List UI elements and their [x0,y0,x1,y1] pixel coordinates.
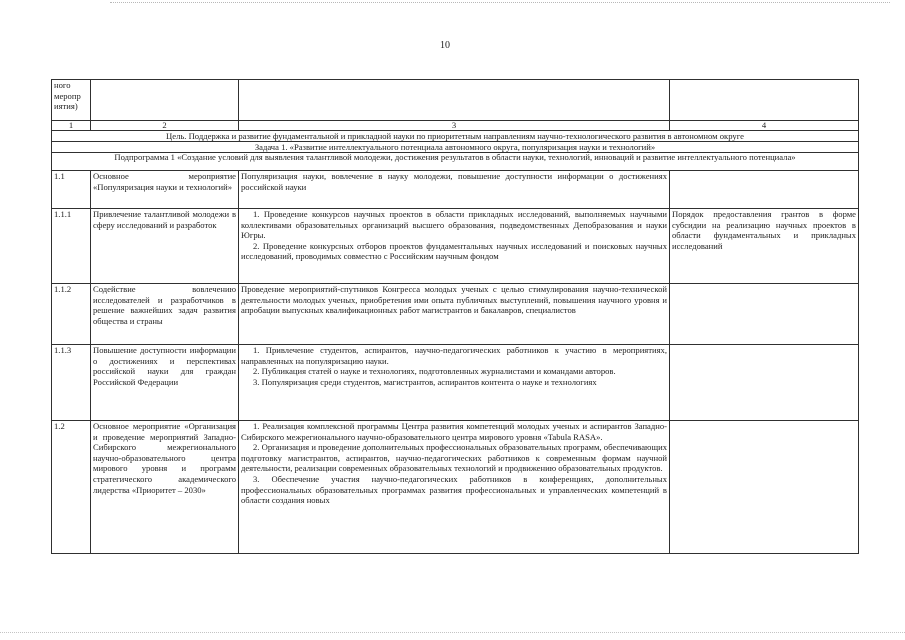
row-name: Основное мероприятие «Организация и проведение мероприятий Западно-Сибирского межрегионального научно-образовательного центра мирового уровня и программ стратегического академического лидерства «Приоритет – 2030» [91,421,239,554]
header-row [52,80,859,121]
row-number: 1.2 [52,421,91,554]
content-paragraph: Популяризация науки, вовлечение в науку молодежи, повышение доступности информации о достижениях российской науки [241,171,667,192]
goal-row [52,131,859,142]
table-row [52,345,859,421]
table-row [52,284,859,345]
row-number: 1.1.2 [52,284,91,345]
column-numbers-row [52,121,859,131]
row-content [239,421,670,554]
row-name: Повышение доступности информации о достижениях и перспективах российской науки для граждан Российской Федерации [91,345,239,421]
row-document [670,284,859,345]
content-paragraph: 1. Реализация комплексной программы Центра развития компетенций молодых ученых и аспирантов Западно-Сибирского межрегионального научно-образовательного центра мирового уровня «Tabula RASA». [241,421,667,442]
page-number: 10 [440,40,450,51]
task-row [52,142,859,153]
content-paragraph: 2. Организация и проведение дополнительных профессиональных образовательных программ, обеспечивающих подготовку магистрантов, аспирантов, научно-педагогических работников к современным формам научной деятельности, реализации современных образовательных технологий и продвижению образовательных продуктов. [241,442,667,474]
table-row [52,421,859,554]
header-cell-name [91,80,239,121]
goal-text: Цель. Поддержка и развитие фундаментальной и прикладной науки по приоритетным направлениям научно-технологического развития в автономном округе [52,131,859,142]
row-document [670,171,859,209]
row-name: Содействие вовлечению исследователей и разработчиков в решение важнейших задач развития общества и страны [91,284,239,345]
row-document [670,345,859,421]
column-number: 4 [670,121,859,131]
table-row [52,209,859,284]
task-text: Задача 1. «Развитие интеллектуального потенциала автономного округа, популяризация науки и технологий» [52,142,859,153]
subprogram-row [52,153,859,171]
content-paragraph: 3. Обеспечение участия научно-педагогических работников в конференциях, дополнительных профессиональных образовательных программах развития профессиональных и управленческих компетенций в области создания новых [241,473,667,506]
row-content [239,345,670,421]
row-content [239,209,670,284]
content-paragraph: 2. Публикация статей о науке и технологиях, подготовленных журналистами и командами авторов. [253,366,616,377]
program-table [51,79,859,554]
header-cell-content [239,80,670,121]
column-number: 1 [52,121,91,131]
column-number: 3 [239,121,670,131]
column-number: 2 [91,121,239,131]
subprogram-text: Подпрограмма 1 «Создание условий для выявления талантливой молодежи, достижения результатов в области науки, технологий, инноваций и развитие интеллектуального потенциала» [52,153,859,171]
row-name: Основное мероприятие «Популяризация науки и технологий» [91,171,239,209]
row-number: 1.1 [52,171,91,209]
content-paragraph: 3. Популяризация среди студентов, магистрантов, аспирантов контента о науке и технологиях [253,376,597,387]
row-number: 1.1.3 [52,345,91,421]
row-name: Привлечение талантливой молодежи в сферу исследований и разработок [91,209,239,284]
header-cell-number: ного меропр иятия) [52,80,91,121]
table-row [52,171,859,209]
header-cell-document [670,80,859,121]
scan-edge-top [110,2,890,3]
content-paragraph: 1. Проведение конкурсов научных проектов в области прикладных исследований, выполняемых научными коллективами образовательных организаций высшего образования, подведомственных Депобразования и науки Югры. [241,209,667,241]
content-paragraph: 1. Привлечение студентов, аспирантов, научно-педагогических работников к участию в мероприятиях, направленных на популяризацию науки. [241,345,667,366]
row-content [239,284,670,345]
row-number: 1.1.1 [52,209,91,284]
row-content [239,171,670,209]
row-document [670,421,859,554]
row-document: Порядок предоставления грантов в форме субсидии на реализацию научных проектов в области фундаментальных и прикладных исследований [670,209,859,284]
content-paragraph: 2. Проведение конкурсных отборов проектов фундаментальных научных исследований и поисковых научных исследований, проводимых совместно с Российским научным фондом [241,240,667,262]
content-paragraph: Проведение мероприятий-спутников Конгресса молодых ученых с целью стимулирования научно-технической деятельности молодых ученых, приобретения ими опыта публичных выступлений, повышения научного уровня и апробации выпускных квалификационных работ магистрантов и бакалавров, специалистов [241,284,667,316]
scan-edge-bottom [0,632,905,633]
